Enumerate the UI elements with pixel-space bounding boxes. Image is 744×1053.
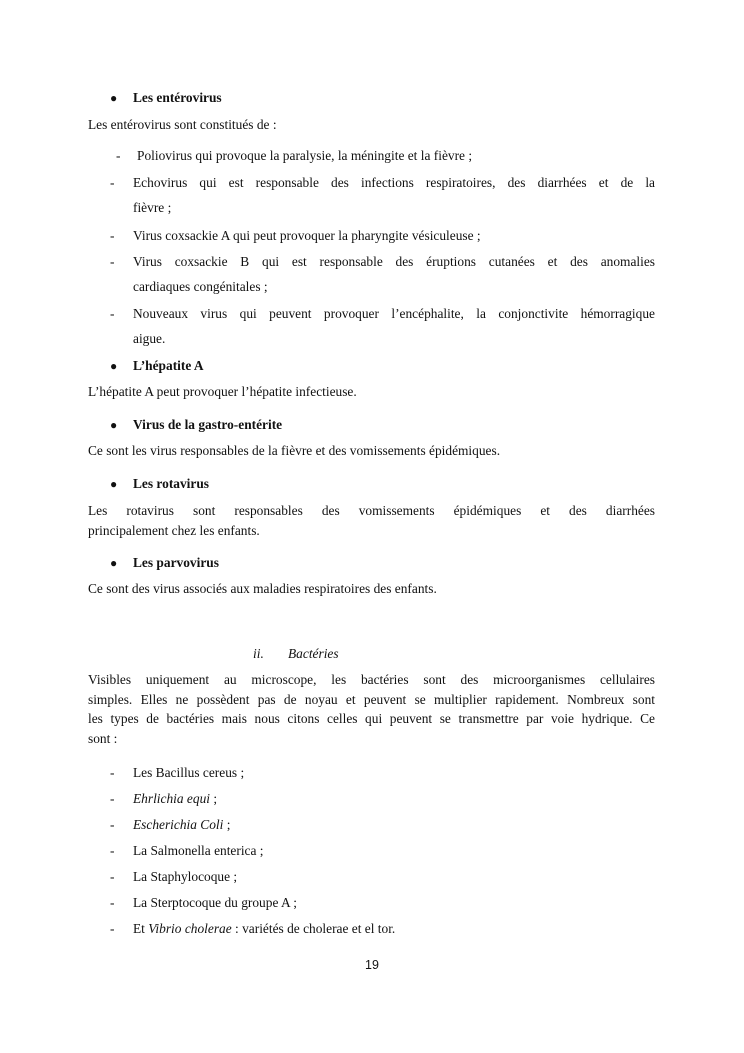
parvovirus-text: Ce sont des virus associés aux maladies respiratoires des enfants. [88,581,437,596]
list-item-prefix: Et [133,921,149,936]
bacteries-paragraph [88,670,655,748]
bullet-icon: ● [110,418,118,432]
list-item-vibrio [133,921,655,937]
species-name: Vibrio cholerae [148,921,232,936]
list-item-coxsackie-b-cont: cardiaques congénitales ; [133,279,268,294]
paragraph-line: Visibles uniquement au microscope, les bactéries sont des microorganismes cellulaires [88,672,655,687]
dash-marker: - [116,148,121,163]
hepatite-text: L’hépatite A peut provoquer l’hépatite infectieuse. [88,384,357,399]
paragraph-line: principalement chez les enfants. [88,522,260,538]
gastro-text: Ce sont les virus responsables de la fièvre et des vomissements épidémiques. [88,443,501,458]
species-name: Ehrlichia equi [133,791,210,806]
paragraph-line: sont : [88,730,118,746]
bullet-icon: ● [110,91,118,105]
list-item-ehrlichia [133,791,655,807]
list-item-suffix: : variétés de cholerae et el tor. [231,921,396,936]
list-item-nouveaux-virus: Nouveaux virus qui peuvent provoquer l’encéphalite, la conjonctivite hémorragique [133,306,655,321]
paragraph-line: Les rotavirus sont responsables des vomissements épidémiques et des diarrhées [88,503,655,518]
paragraph-line: les types de bactéries mais nous citons celles qui peuvent se transmettre par voie hydrique. Ce [88,711,655,726]
heading-enterovirus: Les entérovirus [133,90,222,105]
list-item-suffix: ; [223,817,231,832]
list-item-staphylocoque: La Staphylocoque ; [133,869,238,884]
bullet-icon: ● [110,359,118,373]
dash-marker: - [110,306,115,321]
heading-parvovirus: Les parvovirus [133,555,219,570]
dash-marker: - [110,921,115,936]
rotavirus-paragraph [88,501,655,540]
dash-marker: - [110,175,115,190]
list-item-coxsackie-b: Virus coxsackie B qui est responsable des éruptions cutanées et des anomalies [133,254,655,269]
list-item-escherichia [133,817,655,833]
paragraph-line: simples. Elles ne possèdent pas de noyau et peuvent se multiplier rapidement. Nombreux sont [88,691,655,707]
enterovirus-intro: Les entérovirus sont constitués de : [88,117,277,132]
dash-marker: - [110,254,115,269]
page-number: 19 [365,958,379,972]
dash-marker: - [110,817,115,832]
dash-marker: - [110,895,115,910]
dash-marker: - [110,228,115,243]
list-item-bacillus: Les Bacillus cereus ; [133,765,245,780]
species-name: Escherichia Coli [133,817,224,832]
list-item-sterptocoque: La Sterptocoque du groupe A ; [133,895,298,910]
list-item-suffix: ; [209,791,218,806]
section-numeral: ii. [253,646,264,661]
list-item-coxsackie-a: Virus coxsackie A qui peut provoquer la pharyngite vésiculeuse ; [133,228,481,243]
list-item-echovirus-cont: fièvre ; [133,200,172,215]
heading-rotavirus: Les rotavirus [133,476,210,491]
list-item-salmonella: La Salmonella enterica ; [133,843,264,858]
section-title-bacteries: Bactéries [288,646,339,661]
list-item-nouveaux-virus-cont: aigue. [133,331,166,346]
dash-marker: - [110,843,115,858]
heading-gastro: Virus de la gastro-entérite [133,417,283,432]
dash-marker: - [110,791,115,806]
dash-marker: - [110,869,115,884]
heading-hepatite: L’hépatite A [133,358,204,373]
bullet-icon: ● [110,556,118,570]
list-item-echovirus: Echovirus qui est responsable des infections respiratoires, des diarrhées et de la [133,175,655,190]
list-item-poliovirus: Poliovirus qui provoque la paralysie, la méningite et la fièvre ; [137,148,473,163]
dash-marker: - [110,765,115,780]
bullet-icon: ● [110,477,118,491]
